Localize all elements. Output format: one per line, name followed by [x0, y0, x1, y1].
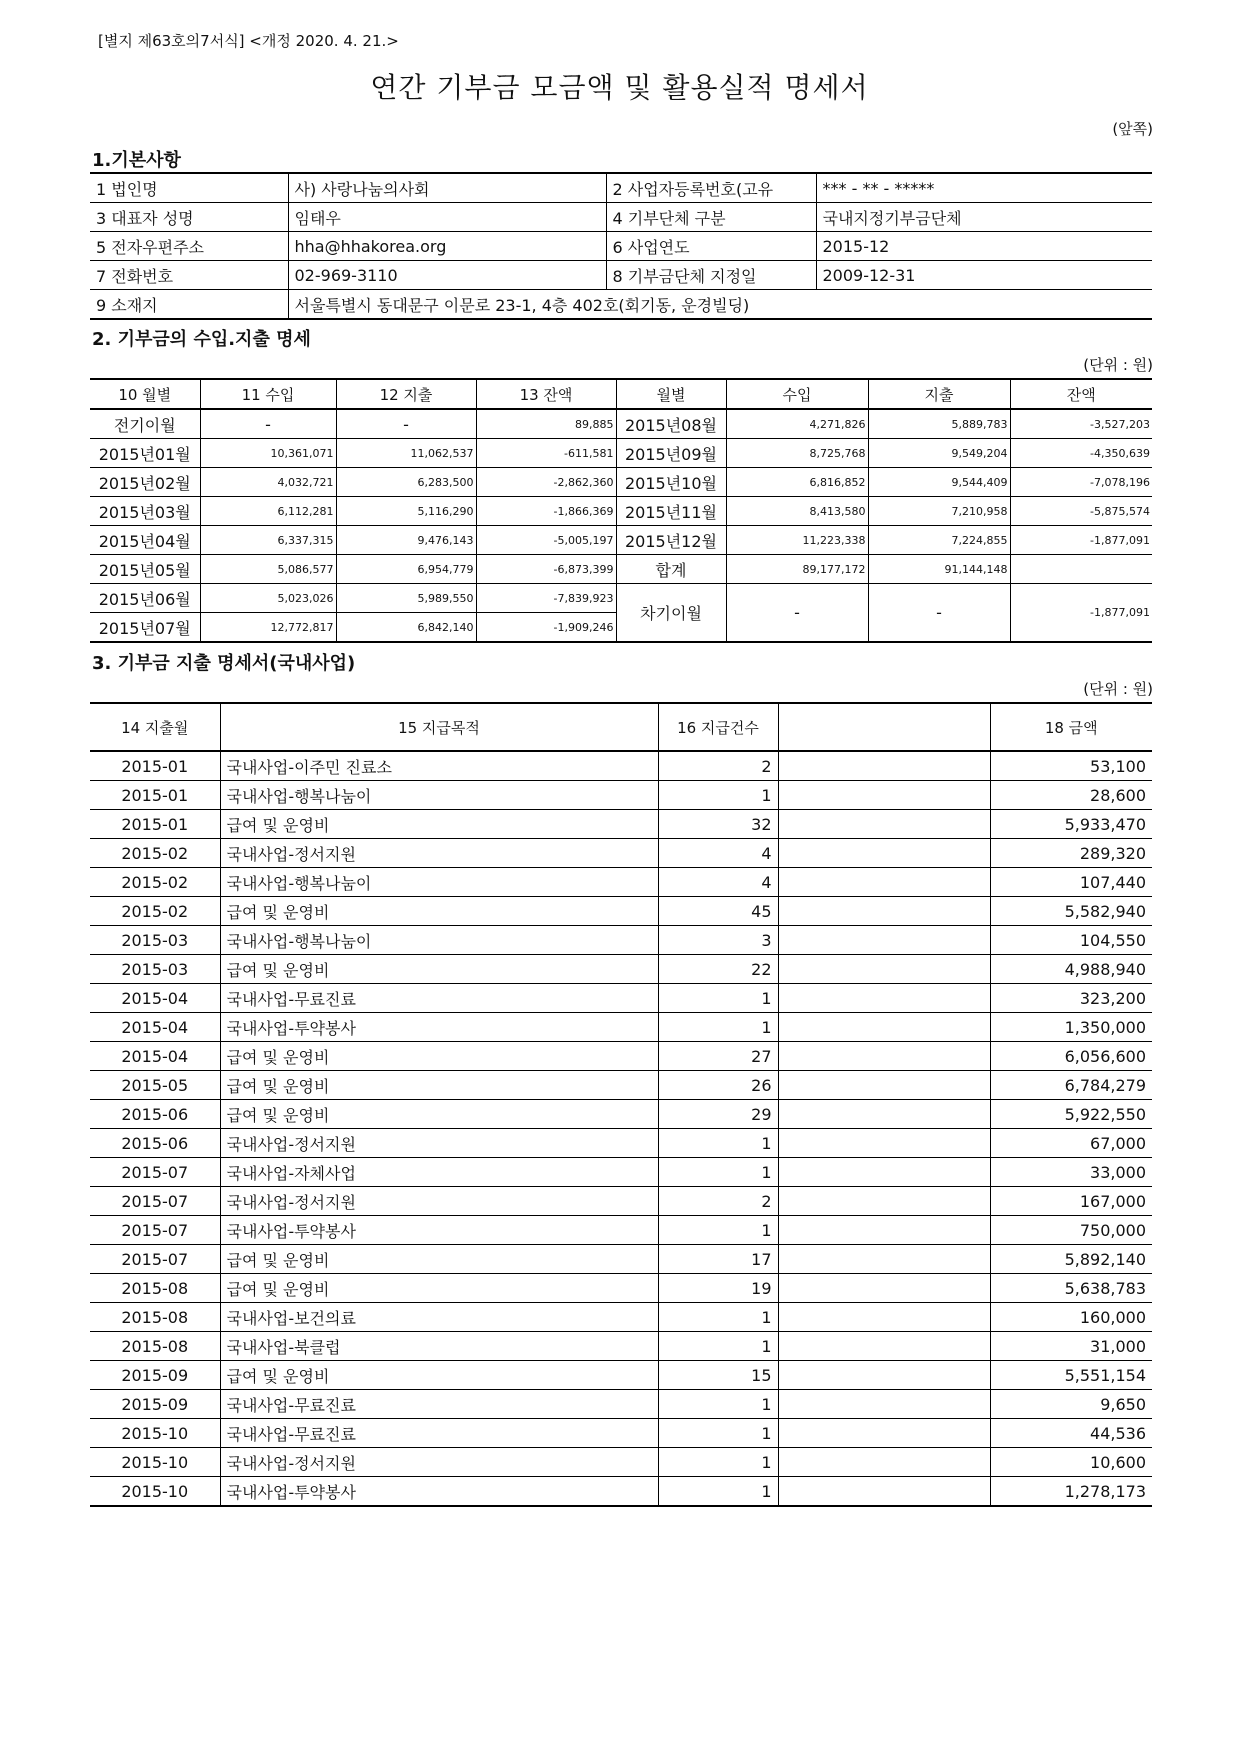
expense-amount: 750,000 [990, 1216, 1152, 1245]
expense-count: 19 [658, 1274, 778, 1303]
income-row [90, 468, 1152, 497]
expense-row [90, 1274, 1152, 1303]
expense-amount: 104,550 [990, 926, 1152, 955]
expense-count: 1 [658, 984, 778, 1013]
expense-cell: 11,062,537 [336, 439, 476, 468]
expense-count: 17 [658, 1245, 778, 1274]
expense-count: 32 [658, 810, 778, 839]
expense-cell: 9,476,143 [336, 526, 476, 555]
expense-purpose: 급여 및 운영비 [220, 1274, 658, 1303]
expense-purpose: 국내사업-무료진료 [220, 984, 658, 1013]
income-cell: 11,223,338 [726, 526, 868, 555]
expense-count: 1 [658, 1390, 778, 1419]
expense-amount: 67,000 [990, 1129, 1152, 1158]
expense-cell: 7,210,958 [868, 497, 1010, 526]
info-label: 8 기부금단체 지정일 [606, 261, 816, 290]
expense-month: 2015-08 [90, 1303, 220, 1332]
expense-blank [778, 781, 990, 810]
column-header: 14 지출월 [90, 703, 220, 751]
month-cell: 합계 [616, 555, 726, 584]
month-cell: 2015년02월 [90, 468, 200, 497]
expense-row [90, 839, 1152, 868]
expense-row [90, 1042, 1152, 1071]
info-row [90, 173, 1152, 203]
balance-cell: -7,078,196 [1010, 468, 1152, 497]
expense-month: 2015-09 [90, 1390, 220, 1419]
expense-amount: 10,600 [990, 1448, 1152, 1477]
info-label: 1 법인명 [96, 179, 158, 199]
section2-heading: 2. 기부금의 수입.지출 명세 [92, 329, 311, 350]
expense-cell: 7,224,855 [868, 526, 1010, 555]
expense-detail-table [90, 702, 1152, 1507]
info-label: 7 전화번호 [90, 261, 288, 290]
expense-count: 3 [658, 926, 778, 955]
month-cell: 2015년07월 [90, 613, 200, 643]
expense-count: 1 [658, 1129, 778, 1158]
expense-purpose: 급여 및 운영비 [220, 955, 658, 984]
expense-blank [778, 1332, 990, 1361]
expense-purpose: 국내사업-무료진료 [220, 1390, 658, 1419]
info-label: 5 전자우편주소 [90, 232, 288, 261]
expense-row [90, 1390, 1152, 1419]
expense-month: 2015-02 [90, 897, 220, 926]
expense-blank [778, 1303, 990, 1332]
income-cell: 8,413,580 [726, 497, 868, 526]
expense-count: 22 [658, 955, 778, 984]
expense-month: 2015-03 [90, 955, 220, 984]
expense-count: 1 [658, 781, 778, 810]
column-header: 15 지급목적 [220, 703, 658, 751]
balance-cell: -6,873,399 [476, 555, 616, 584]
expense-blank [778, 1477, 990, 1507]
month-cell: 2015년12월 [616, 526, 726, 555]
expense-row [90, 1129, 1152, 1158]
income-row [90, 555, 1152, 584]
expense-row [90, 984, 1152, 1013]
expense-cell: 5,889,783 [868, 409, 1010, 439]
expense-amount: 167,000 [990, 1187, 1152, 1216]
info-value: 임태우 [288, 203, 606, 232]
expense-purpose: 국내사업-정서지원 [220, 1448, 658, 1477]
income-row [90, 497, 1152, 526]
expense-month: 2015-10 [90, 1477, 220, 1507]
section3-unit: (단위 : 원) [1083, 680, 1153, 698]
expense-cell: 5,116,290 [336, 497, 476, 526]
expense-count: 1 [658, 1419, 778, 1448]
expense-blank [778, 1245, 990, 1274]
expense-row [90, 1332, 1152, 1361]
income-cell: 12,772,817 [200, 613, 336, 643]
expense-blank [778, 810, 990, 839]
expense-row [90, 955, 1152, 984]
expense-month: 2015-08 [90, 1274, 220, 1303]
expense-cell: 6,954,779 [336, 555, 476, 584]
expense-row [90, 1187, 1152, 1216]
expense-month: 2015-10 [90, 1448, 220, 1477]
carry-month-cell: 차기이월 [616, 584, 726, 643]
expense-amount: 5,922,550 [990, 1100, 1152, 1129]
expense-purpose: 급여 및 운영비 [220, 810, 658, 839]
info-value: 사) 사랑나눔의사회 [288, 173, 606, 203]
expense-month: 2015-04 [90, 984, 220, 1013]
expense-count: 4 [658, 868, 778, 897]
section2-unit: (단위 : 원) [1083, 356, 1153, 374]
expense-cell: 6,283,500 [336, 468, 476, 497]
expense-amount: 5,892,140 [990, 1245, 1152, 1274]
carry-income-cell: - [726, 584, 868, 643]
expense-blank [778, 984, 990, 1013]
info-row [90, 232, 1152, 261]
expense-purpose: 국내사업-보건의료 [220, 1303, 658, 1332]
address-value: 서울특별시 동대문구 이문로 23-1, 4층 402호(회기동, 운경빌딩) [288, 290, 1152, 320]
expense-blank [778, 1013, 990, 1042]
balance-cell: -7,839,923 [476, 584, 616, 613]
info-value: *** - ** - ***** [816, 173, 1152, 203]
income-cell: 5,023,026 [200, 584, 336, 613]
expense-row [90, 810, 1152, 839]
info-row [90, 203, 1152, 232]
expense-amount: 5,551,154 [990, 1361, 1152, 1390]
expense-count: 26 [658, 1071, 778, 1100]
expense-amount: 160,000 [990, 1303, 1152, 1332]
income-cell: 4,032,721 [200, 468, 336, 497]
expense-month: 2015-06 [90, 1100, 220, 1129]
expense-purpose: 국내사업-이주민 진료소 [220, 751, 658, 781]
expense-purpose: 급여 및 운영비 [220, 1361, 658, 1390]
expense-blank [778, 1187, 990, 1216]
expense-count: 1 [658, 1013, 778, 1042]
expense-purpose: 급여 및 운영비 [220, 1071, 658, 1100]
expense-amount: 5,933,470 [990, 810, 1152, 839]
expense-blank [778, 1361, 990, 1390]
expense-cell: 9,549,204 [868, 439, 1010, 468]
expense-row [90, 1245, 1152, 1274]
month-cell: 2015년11월 [616, 497, 726, 526]
column-header: 11 수입 [200, 379, 336, 409]
expense-count: 1 [658, 1216, 778, 1245]
expense-count: 1 [658, 1303, 778, 1332]
income-cell: 8,725,768 [726, 439, 868, 468]
form-number: [별지 제63호의7서식] <개정 2020. 4. 21.> [98, 32, 399, 50]
expense-month: 2015-05 [90, 1071, 220, 1100]
expense-blank [778, 926, 990, 955]
column-header: 13 잔액 [476, 379, 616, 409]
expense-row [90, 781, 1152, 810]
income-row [90, 439, 1152, 468]
expense-cell: 5,989,550 [336, 584, 476, 613]
expense-amount: 33,000 [990, 1158, 1152, 1187]
month-cell: 전기이월 [90, 409, 200, 439]
expense-row [90, 1013, 1152, 1042]
expense-count: 2 [658, 751, 778, 781]
expense-purpose: 국내사업-북클럽 [220, 1332, 658, 1361]
expense-month: 2015-02 [90, 868, 220, 897]
expense-cell: - [336, 409, 476, 439]
expense-amount: 28,600 [990, 781, 1152, 810]
income-cell: 6,816,852 [726, 468, 868, 497]
expense-purpose: 국내사업-무료진료 [220, 1419, 658, 1448]
month-cell: 2015년08월 [616, 409, 726, 439]
month-cell: 2015년09월 [616, 439, 726, 468]
expense-row [90, 1071, 1152, 1100]
expense-row [90, 1448, 1152, 1477]
page-title: 연간 기부금 모금액 및 활용실적 명세서 [370, 71, 869, 104]
expense-purpose: 국내사업-자체사업 [220, 1158, 658, 1187]
expense-count: 1 [658, 1332, 778, 1361]
expense-blank [778, 1071, 990, 1100]
expense-month: 2015-04 [90, 1013, 220, 1042]
expense-purpose: 급여 및 운영비 [220, 1245, 658, 1274]
balance-cell: -4,350,639 [1010, 439, 1152, 468]
info-label: 2 사업자등록번호(고유 [606, 173, 816, 203]
carry-expense-cell: - [868, 584, 1010, 643]
expense-blank [778, 839, 990, 868]
balance-cell: -1,866,369 [476, 497, 616, 526]
expense-amount: 31,000 [990, 1332, 1152, 1361]
expense-blank [778, 1216, 990, 1245]
info-value: 2015-12 [816, 232, 1152, 261]
expense-month: 2015-01 [90, 810, 220, 839]
expense-blank [778, 1042, 990, 1071]
page-side-label: (앞쪽) [1112, 120, 1153, 138]
balance-cell: -3,527,203 [1010, 409, 1152, 439]
balance-cell: -5,875,574 [1010, 497, 1152, 526]
expense-row [90, 868, 1152, 897]
column-header: 수입 [726, 379, 868, 409]
column-header: 12 지출 [336, 379, 476, 409]
expense-month: 2015-06 [90, 1129, 220, 1158]
expense-row [90, 1303, 1152, 1332]
info-label: 9 소재지 [90, 290, 288, 320]
expense-count: 1 [658, 1477, 778, 1507]
expense-month: 2015-08 [90, 1332, 220, 1361]
income-row [90, 584, 1152, 613]
income-cell: 5,086,577 [200, 555, 336, 584]
expense-purpose: 국내사업-정서지원 [220, 1187, 658, 1216]
expense-purpose: 국내사업-행복나눔이 [220, 926, 658, 955]
income-cell: 10,361,071 [200, 439, 336, 468]
expense-month: 2015-07 [90, 1216, 220, 1245]
info-label: 4 기부단체 구분 [606, 203, 816, 232]
expense-amount: 1,350,000 [990, 1013, 1152, 1042]
expense-blank [778, 751, 990, 781]
expense-amount: 323,200 [990, 984, 1152, 1013]
expense-row [90, 1419, 1152, 1448]
month-cell: 2015년05월 [90, 555, 200, 584]
expense-amount: 5,582,940 [990, 897, 1152, 926]
info-value: 국내지정기부금단체 [816, 203, 1152, 232]
expense-amount: 9,650 [990, 1390, 1152, 1419]
expense-purpose: 급여 및 운영비 [220, 1100, 658, 1129]
basic-info-table [90, 172, 1152, 320]
expense-row [90, 1158, 1152, 1187]
column-header: 잔액 [1010, 379, 1152, 409]
expense-count: 27 [658, 1042, 778, 1071]
column-header: 16 지급건수 [658, 703, 778, 751]
column-header: 월별 [616, 379, 726, 409]
expense-blank [778, 1274, 990, 1303]
balance-cell: -5,005,197 [476, 526, 616, 555]
balance-cell [1010, 555, 1152, 584]
income-row [90, 526, 1152, 555]
expense-row [90, 897, 1152, 926]
expense-amount: 107,440 [990, 868, 1152, 897]
expense-count: 29 [658, 1100, 778, 1129]
column-header: 지출 [868, 379, 1010, 409]
info-row-address [90, 290, 1152, 320]
expense-purpose: 급여 및 운영비 [220, 1042, 658, 1071]
expense-amount: 4,988,940 [990, 955, 1152, 984]
expense-month: 2015-07 [90, 1245, 220, 1274]
expense-purpose: 국내사업-정서지원 [220, 839, 658, 868]
month-cell: 2015년04월 [90, 526, 200, 555]
expense-amount: 5,638,783 [990, 1274, 1152, 1303]
income-cell: 89,177,172 [726, 555, 868, 584]
column-header [778, 703, 990, 751]
expense-blank [778, 1158, 990, 1187]
expense-cell: 91,144,148 [868, 555, 1010, 584]
expense-month: 2015-04 [90, 1042, 220, 1071]
info-label: 6 사업연도 [606, 232, 816, 261]
income-header-row [90, 379, 1152, 409]
expense-amount: 6,784,279 [990, 1071, 1152, 1100]
expense-month: 2015-02 [90, 839, 220, 868]
expense-month: 2015-07 [90, 1187, 220, 1216]
expense-count: 45 [658, 897, 778, 926]
expense-count: 1 [658, 1448, 778, 1477]
expense-amount: 6,056,600 [990, 1042, 1152, 1071]
expense-month: 2015-03 [90, 926, 220, 955]
month-cell: 2015년01월 [90, 439, 200, 468]
expense-count: 1 [658, 1158, 778, 1187]
balance-cell: -2,862,360 [476, 468, 616, 497]
expense-purpose: 국내사업-행복나눔이 [220, 868, 658, 897]
expense-amount: 44,536 [990, 1419, 1152, 1448]
expense-month: 2015-09 [90, 1361, 220, 1390]
expense-month: 2015-01 [90, 751, 220, 781]
expense-cell: 9,544,409 [868, 468, 1010, 497]
expense-month: 2015-07 [90, 1158, 220, 1187]
column-header: 18 금액 [990, 703, 1152, 751]
income-cell: 6,337,315 [200, 526, 336, 555]
month-cell: 2015년10월 [616, 468, 726, 497]
expense-blank [778, 1100, 990, 1129]
expense-row [90, 751, 1152, 781]
expense-purpose: 국내사업-투약봉사 [220, 1013, 658, 1042]
expense-month: 2015-10 [90, 1419, 220, 1448]
info-label: 3 대표자 성명 [90, 203, 288, 232]
carry-balance-cell: -1,877,091 [1010, 584, 1152, 643]
expense-count: 4 [658, 839, 778, 868]
balance-cell: -1,877,091 [1010, 526, 1152, 555]
expense-purpose: 국내사업-정서지원 [220, 1129, 658, 1158]
expense-blank [778, 868, 990, 897]
info-value: hha@hhakorea.org [288, 232, 606, 261]
expense-blank [778, 897, 990, 926]
month-cell: 2015년06월 [90, 584, 200, 613]
income-row [90, 409, 1152, 439]
expense-purpose: 국내사업-행복나눔이 [220, 781, 658, 810]
income-expense-table [90, 378, 1152, 643]
info-value: 2009-12-31 [816, 261, 1152, 290]
expense-purpose: 국내사업-투약봉사 [220, 1216, 658, 1245]
expense-blank [778, 1390, 990, 1419]
expense-month: 2015-01 [90, 781, 220, 810]
section3-heading: 3. 기부금 지출 명세서(국내사업) [92, 653, 356, 674]
income-cell: 4,271,826 [726, 409, 868, 439]
balance-cell: -1,909,246 [476, 613, 616, 643]
balance-cell: 89,885 [476, 409, 616, 439]
balance-cell: -611,581 [476, 439, 616, 468]
expense-header-row [90, 703, 1152, 751]
info-row [90, 261, 1152, 290]
expense-row [90, 1216, 1152, 1245]
month-cell: 2015년03월 [90, 497, 200, 526]
expense-blank [778, 1129, 990, 1158]
expense-cell: 6,842,140 [336, 613, 476, 643]
expense-row [90, 1477, 1152, 1507]
section1-heading: 1.기본사항 [92, 150, 181, 171]
expense-purpose: 국내사업-투약봉사 [220, 1477, 658, 1507]
expense-amount: 1,278,173 [990, 1477, 1152, 1507]
income-cell: - [200, 409, 336, 439]
expense-amount: 53,100 [990, 751, 1152, 781]
income-cell: 6,112,281 [200, 497, 336, 526]
expense-row [90, 926, 1152, 955]
column-header: 10 월별 [90, 379, 200, 409]
expense-amount: 289,320 [990, 839, 1152, 868]
expense-blank [778, 1448, 990, 1477]
expense-count: 15 [658, 1361, 778, 1390]
expense-row [90, 1100, 1152, 1129]
expense-count: 2 [658, 1187, 778, 1216]
expense-purpose: 급여 및 운영비 [220, 897, 658, 926]
expense-blank [778, 955, 990, 984]
expense-blank [778, 1419, 990, 1448]
expense-row [90, 1361, 1152, 1390]
info-value: 02-969-3110 [288, 261, 606, 290]
